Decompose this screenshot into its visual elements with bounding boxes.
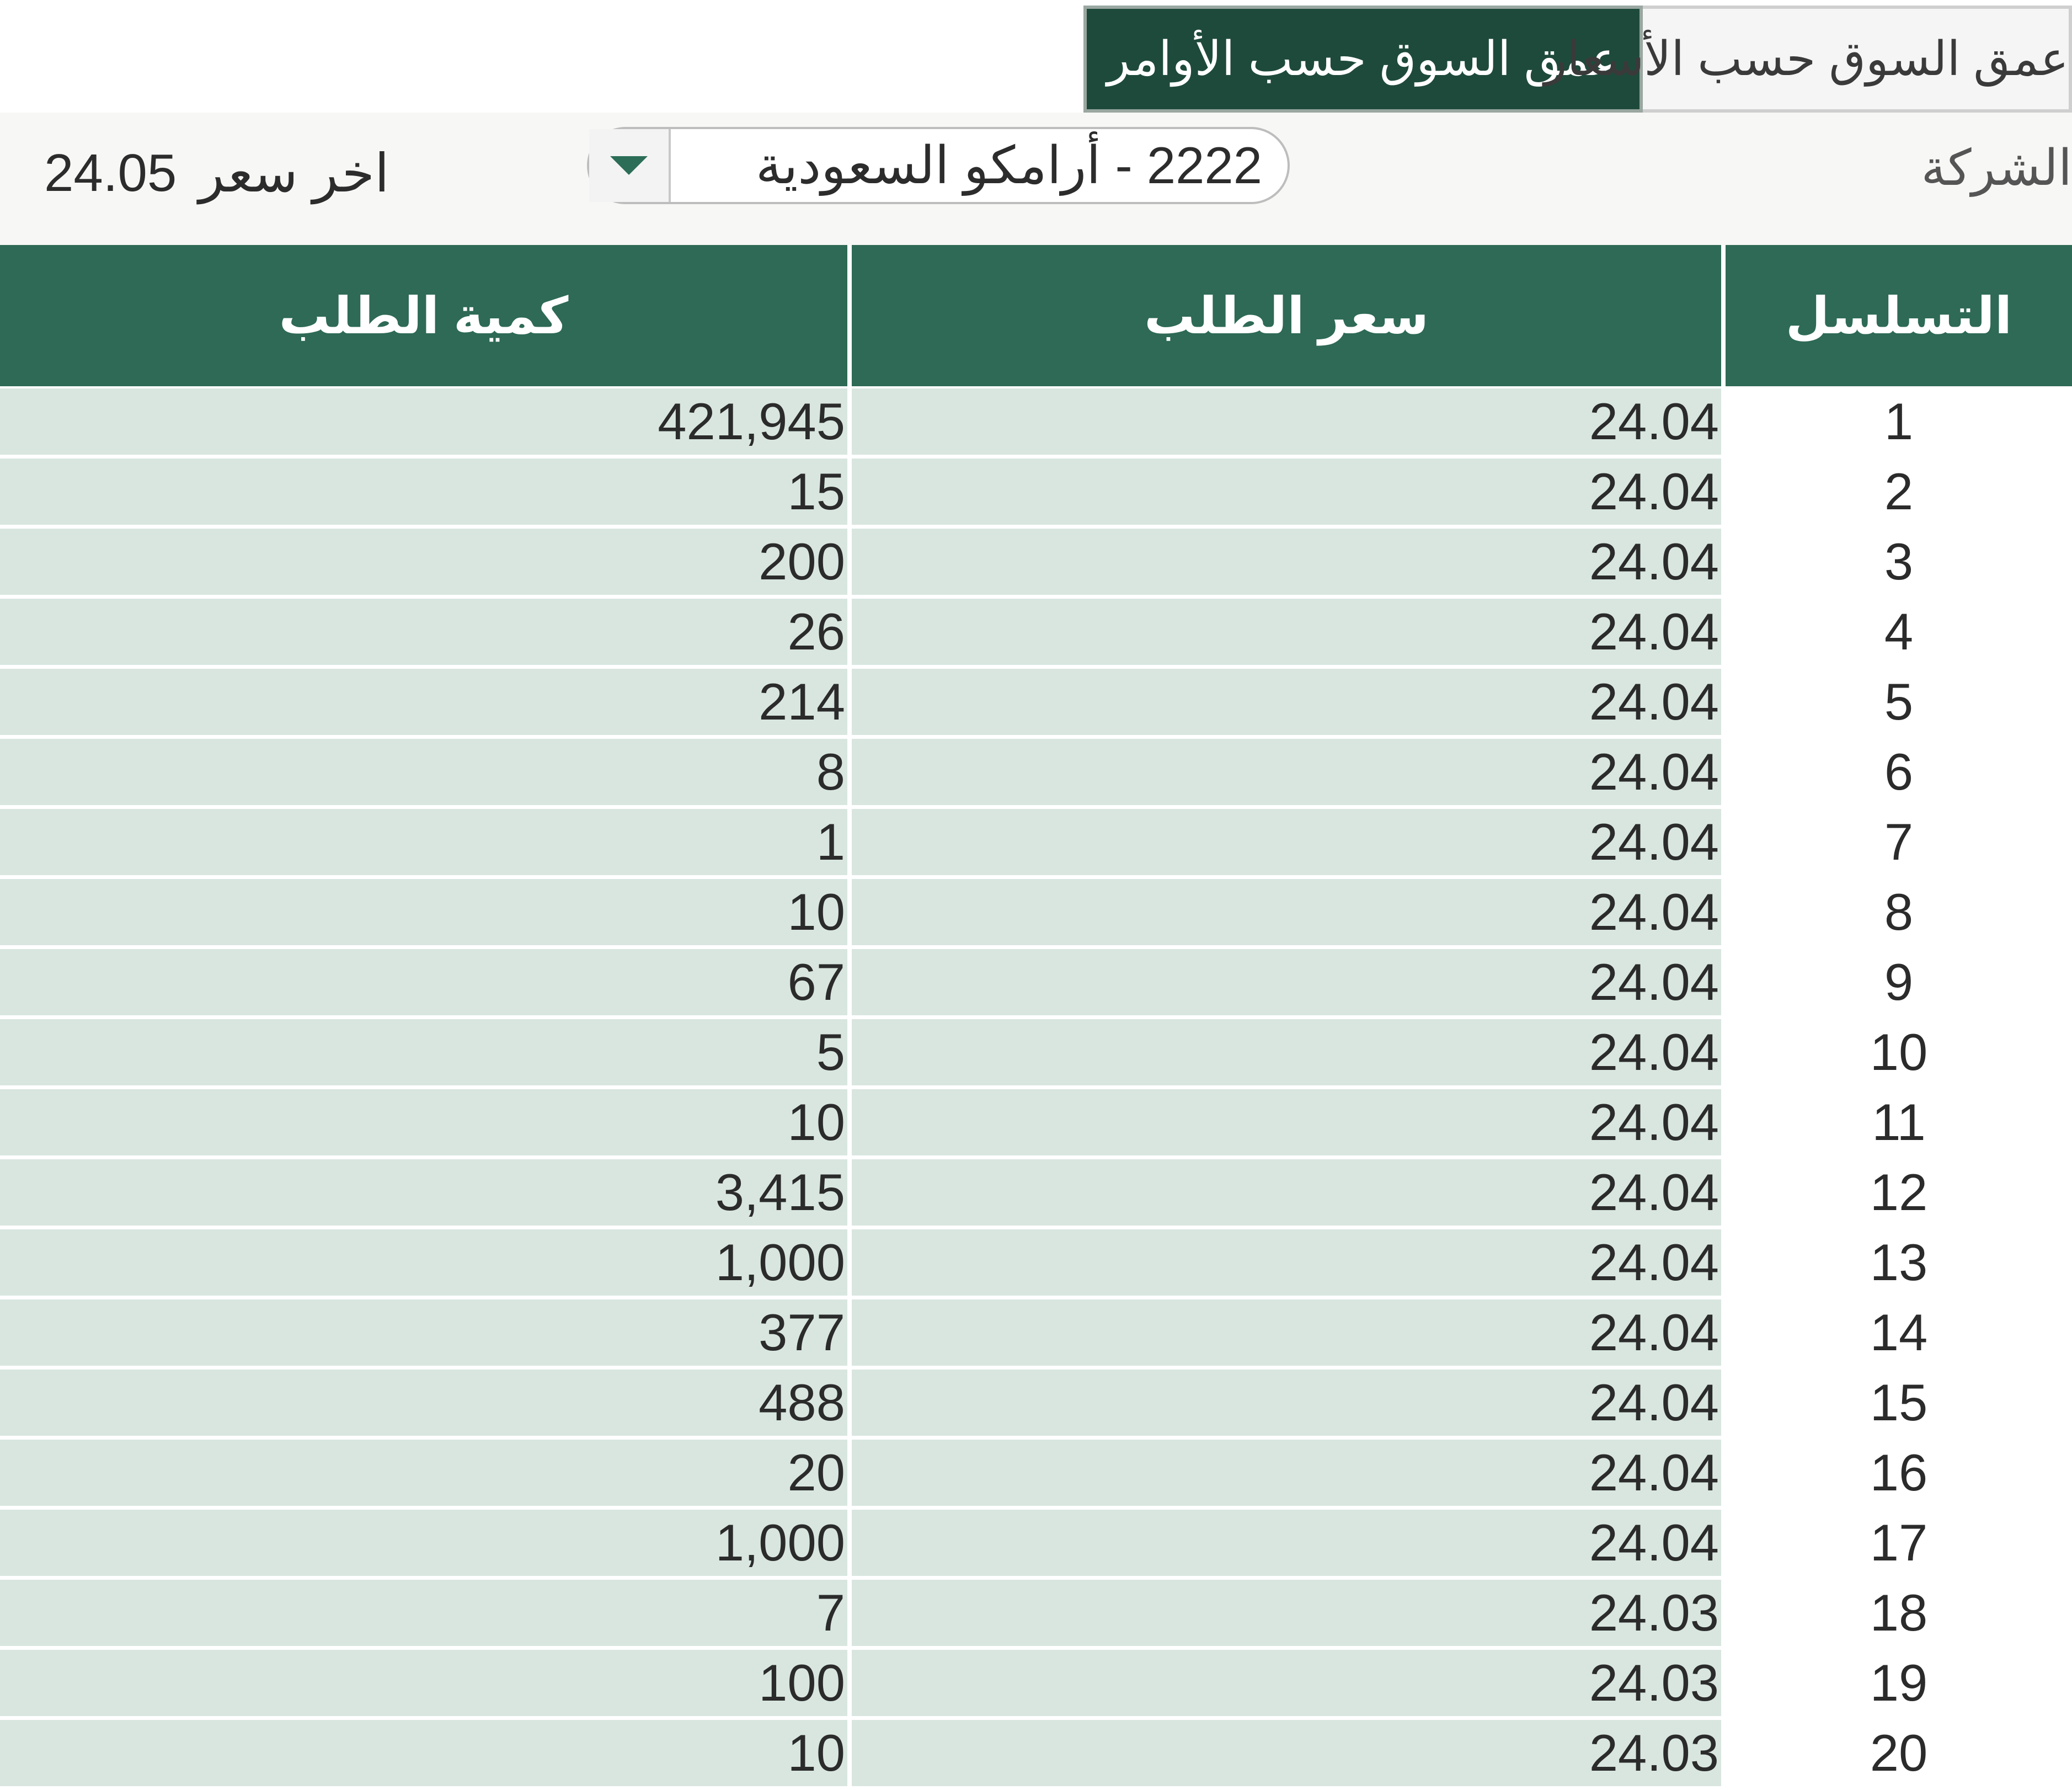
- sequence-cell: [1726, 1720, 2072, 1786]
- sequence-value: 5: [1884, 673, 1914, 731]
- quantity-cell: [0, 1720, 847, 1786]
- table-row: [0, 1720, 2072, 1790]
- quantity-cell: [0, 1019, 847, 1085]
- quantity-cell: [0, 1650, 847, 1716]
- dropdown-toggle[interactable]: [589, 129, 671, 202]
- table-row: [0, 1019, 2072, 1089]
- filter-bar: [0, 113, 2072, 245]
- quantity-value: 20: [787, 1443, 845, 1501]
- chevron-down-icon: [610, 156, 648, 175]
- table-row: [0, 1159, 2072, 1229]
- price-value: 24.04: [1589, 462, 1719, 520]
- table-row: [0, 388, 2072, 459]
- table-row: [0, 879, 2072, 949]
- price-cell: [852, 1510, 1721, 1576]
- sequence-value: 17: [1870, 1514, 1928, 1571]
- quantity-value: 1: [816, 813, 845, 871]
- sequence-value: 14: [1870, 1303, 1928, 1361]
- sequence-cell: [1726, 1650, 2072, 1716]
- quantity-cell: [0, 739, 847, 805]
- table-row: [0, 739, 2072, 809]
- column-header-price: سعر الطلب: [852, 245, 1721, 386]
- quantity-value: 214: [759, 673, 845, 731]
- table-row: [0, 1299, 2072, 1370]
- quantity-value: 200: [759, 532, 845, 590]
- price-cell: [852, 529, 1721, 595]
- last-price-label: اخر سعر: [199, 144, 389, 203]
- price-cell: [852, 1159, 1721, 1226]
- sequence-value: 2: [1884, 462, 1914, 520]
- price-value: 24.04: [1589, 1233, 1719, 1291]
- sequence-value: 9: [1884, 953, 1914, 1011]
- sequence-value: 13: [1870, 1233, 1928, 1291]
- sequence-cell: [1726, 1089, 2072, 1155]
- quantity-cell: [0, 1229, 847, 1296]
- sequence-value: 10: [1870, 1023, 1928, 1081]
- table-body: [0, 388, 2072, 1790]
- quantity-value: 67: [787, 953, 845, 1011]
- tab-bar: [1083, 6, 2072, 113]
- quantity-cell: [0, 879, 847, 945]
- table-header: [0, 245, 2072, 388]
- quantity-value: 10: [787, 883, 845, 941]
- sequence-cell: [1726, 879, 2072, 945]
- sequence-value: 4: [1884, 603, 1914, 660]
- price-value: 24.04: [1589, 392, 1719, 450]
- sequence-value: 1: [1884, 392, 1914, 450]
- sequence-cell: [1726, 1510, 2072, 1576]
- sequence-value: 12: [1870, 1163, 1928, 1221]
- table-row: [0, 599, 2072, 669]
- column-header-sequence: التسلسل: [1726, 245, 2072, 386]
- sequence-value: 6: [1884, 743, 1914, 801]
- price-cell: [852, 669, 1721, 735]
- sequence-cell: [1726, 1159, 2072, 1226]
- price-cell: [852, 599, 1721, 665]
- quantity-value: 10: [787, 1724, 845, 1782]
- price-cell: [852, 739, 1721, 805]
- table-row: [0, 529, 2072, 599]
- table-row: [0, 1650, 2072, 1720]
- sequence-cell: [1726, 1229, 2072, 1296]
- sequence-cell: [1726, 529, 2072, 595]
- price-value: 24.04: [1589, 673, 1719, 731]
- price-value: 24.04: [1589, 743, 1719, 801]
- table-row: [0, 1229, 2072, 1299]
- price-value: 24.04: [1589, 883, 1719, 941]
- quantity-value: 26: [787, 603, 845, 660]
- quantity-cell: [0, 1089, 847, 1155]
- price-value: 24.04: [1589, 1023, 1719, 1081]
- table-row: [0, 949, 2072, 1019]
- price-value: 24.04: [1589, 1373, 1719, 1431]
- quantity-cell: [0, 1370, 847, 1436]
- price-value: 24.04: [1589, 1514, 1719, 1571]
- price-cell: [852, 1580, 1721, 1646]
- quantity-value: 377: [759, 1303, 845, 1361]
- quantity-cell: [0, 669, 847, 735]
- price-cell: [852, 1650, 1721, 1716]
- price-value: 24.03: [1589, 1724, 1719, 1782]
- quantity-cell: [0, 599, 847, 665]
- sequence-cell: [1726, 1370, 2072, 1436]
- quantity-value: 10: [787, 1093, 845, 1151]
- price-cell: [852, 1370, 1721, 1436]
- company-select[interactable]: [587, 127, 1290, 204]
- price-cell: [852, 1299, 1721, 1366]
- quantity-cell: [0, 459, 847, 525]
- quantity-cell: [0, 388, 847, 455]
- price-value: 24.04: [1589, 1443, 1719, 1501]
- last-price: [44, 129, 389, 217]
- last-price-value: 24.05: [44, 143, 177, 203]
- sequence-cell: [1726, 1440, 2072, 1506]
- quantity-value: 15: [787, 462, 845, 520]
- sequence-cell: [1726, 739, 2072, 805]
- price-value: 24.04: [1589, 813, 1719, 871]
- sequence-cell: [1726, 1019, 2072, 1085]
- sequence-value: 7: [1884, 813, 1914, 871]
- quantity-value: 5: [816, 1023, 845, 1081]
- table-row: [0, 669, 2072, 739]
- price-cell: [852, 1440, 1721, 1506]
- quantity-cell: [0, 949, 847, 1015]
- quantity-cell: [0, 809, 847, 875]
- quantity-value: 1,000: [715, 1514, 845, 1571]
- order-depth-table: [0, 245, 2072, 1790]
- quantity-cell: [0, 529, 847, 595]
- quantity-value: 7: [816, 1584, 845, 1642]
- sequence-value: 11: [1872, 1093, 1926, 1151]
- sequence-value: 19: [1870, 1654, 1928, 1712]
- tab-depth-by-orders[interactable]: عمق السوق حسب الأوامر: [1083, 6, 1643, 113]
- sequence-value: 3: [1884, 532, 1914, 590]
- company-select-value: 2222 - أرامكو السعودية: [755, 136, 1262, 194]
- table-row: [0, 1440, 2072, 1510]
- price-value: 24.04: [1589, 1163, 1719, 1221]
- company-label: الشركة: [1921, 140, 2072, 196]
- sequence-value: 15: [1870, 1373, 1928, 1431]
- sequence-cell: [1726, 388, 2072, 455]
- price-value: 24.03: [1589, 1584, 1719, 1642]
- price-cell: [852, 388, 1721, 455]
- price-cell: [852, 809, 1721, 875]
- price-value: 24.04: [1589, 532, 1719, 590]
- price-cell: [852, 1229, 1721, 1296]
- quantity-value: 100: [759, 1654, 845, 1712]
- quantity-value: 1,000: [715, 1233, 845, 1291]
- quantity-cell: [0, 1440, 847, 1506]
- sequence-cell: [1726, 599, 2072, 665]
- quantity-cell: [0, 1159, 847, 1226]
- price-cell: [852, 1089, 1721, 1155]
- price-cell: [852, 879, 1721, 945]
- sequence-cell: [1726, 809, 2072, 875]
- column-header-quantity: كمية الطلب: [0, 245, 847, 386]
- table-row: [0, 809, 2072, 879]
- sequence-value: 8: [1884, 883, 1914, 941]
- price-value: 24.04: [1589, 1093, 1719, 1151]
- table-row: [0, 459, 2072, 529]
- quantity-value: 488: [759, 1373, 845, 1431]
- quantity-value: 3,415: [715, 1163, 845, 1221]
- quantity-cell: [0, 1510, 847, 1576]
- quantity-cell: [0, 1299, 847, 1366]
- sequence-cell: [1726, 949, 2072, 1015]
- quantity-value: 8: [816, 743, 845, 801]
- price-cell: [852, 1720, 1721, 1786]
- sequence-cell: [1726, 1299, 2072, 1366]
- price-value: 24.04: [1589, 603, 1719, 660]
- table-row: [0, 1510, 2072, 1580]
- quantity-cell: [0, 1580, 847, 1646]
- sequence-cell: [1726, 669, 2072, 735]
- price-value: 24.04: [1589, 953, 1719, 1011]
- price-cell: [852, 1019, 1721, 1085]
- price-cell: [852, 949, 1721, 1015]
- sequence-value: 16: [1870, 1443, 1928, 1501]
- table-row: [0, 1580, 2072, 1650]
- sequence-cell: [1726, 459, 2072, 525]
- price-cell: [852, 459, 1721, 525]
- sequence-value: 20: [1870, 1724, 1928, 1782]
- table-row: [0, 1370, 2072, 1440]
- quantity-value: 421,945: [658, 392, 845, 450]
- sequence-value: 18: [1870, 1584, 1928, 1642]
- tab-depth-by-prices[interactable]: [1544, 6, 2072, 113]
- price-value: 24.03: [1589, 1654, 1719, 1712]
- price-value: 24.04: [1589, 1303, 1719, 1361]
- table-row: [0, 1089, 2072, 1159]
- sequence-cell: [1726, 1580, 2072, 1646]
- tab-depth-by-prices-label: عمق السوق حسب الأسعار: [1544, 33, 2069, 86]
